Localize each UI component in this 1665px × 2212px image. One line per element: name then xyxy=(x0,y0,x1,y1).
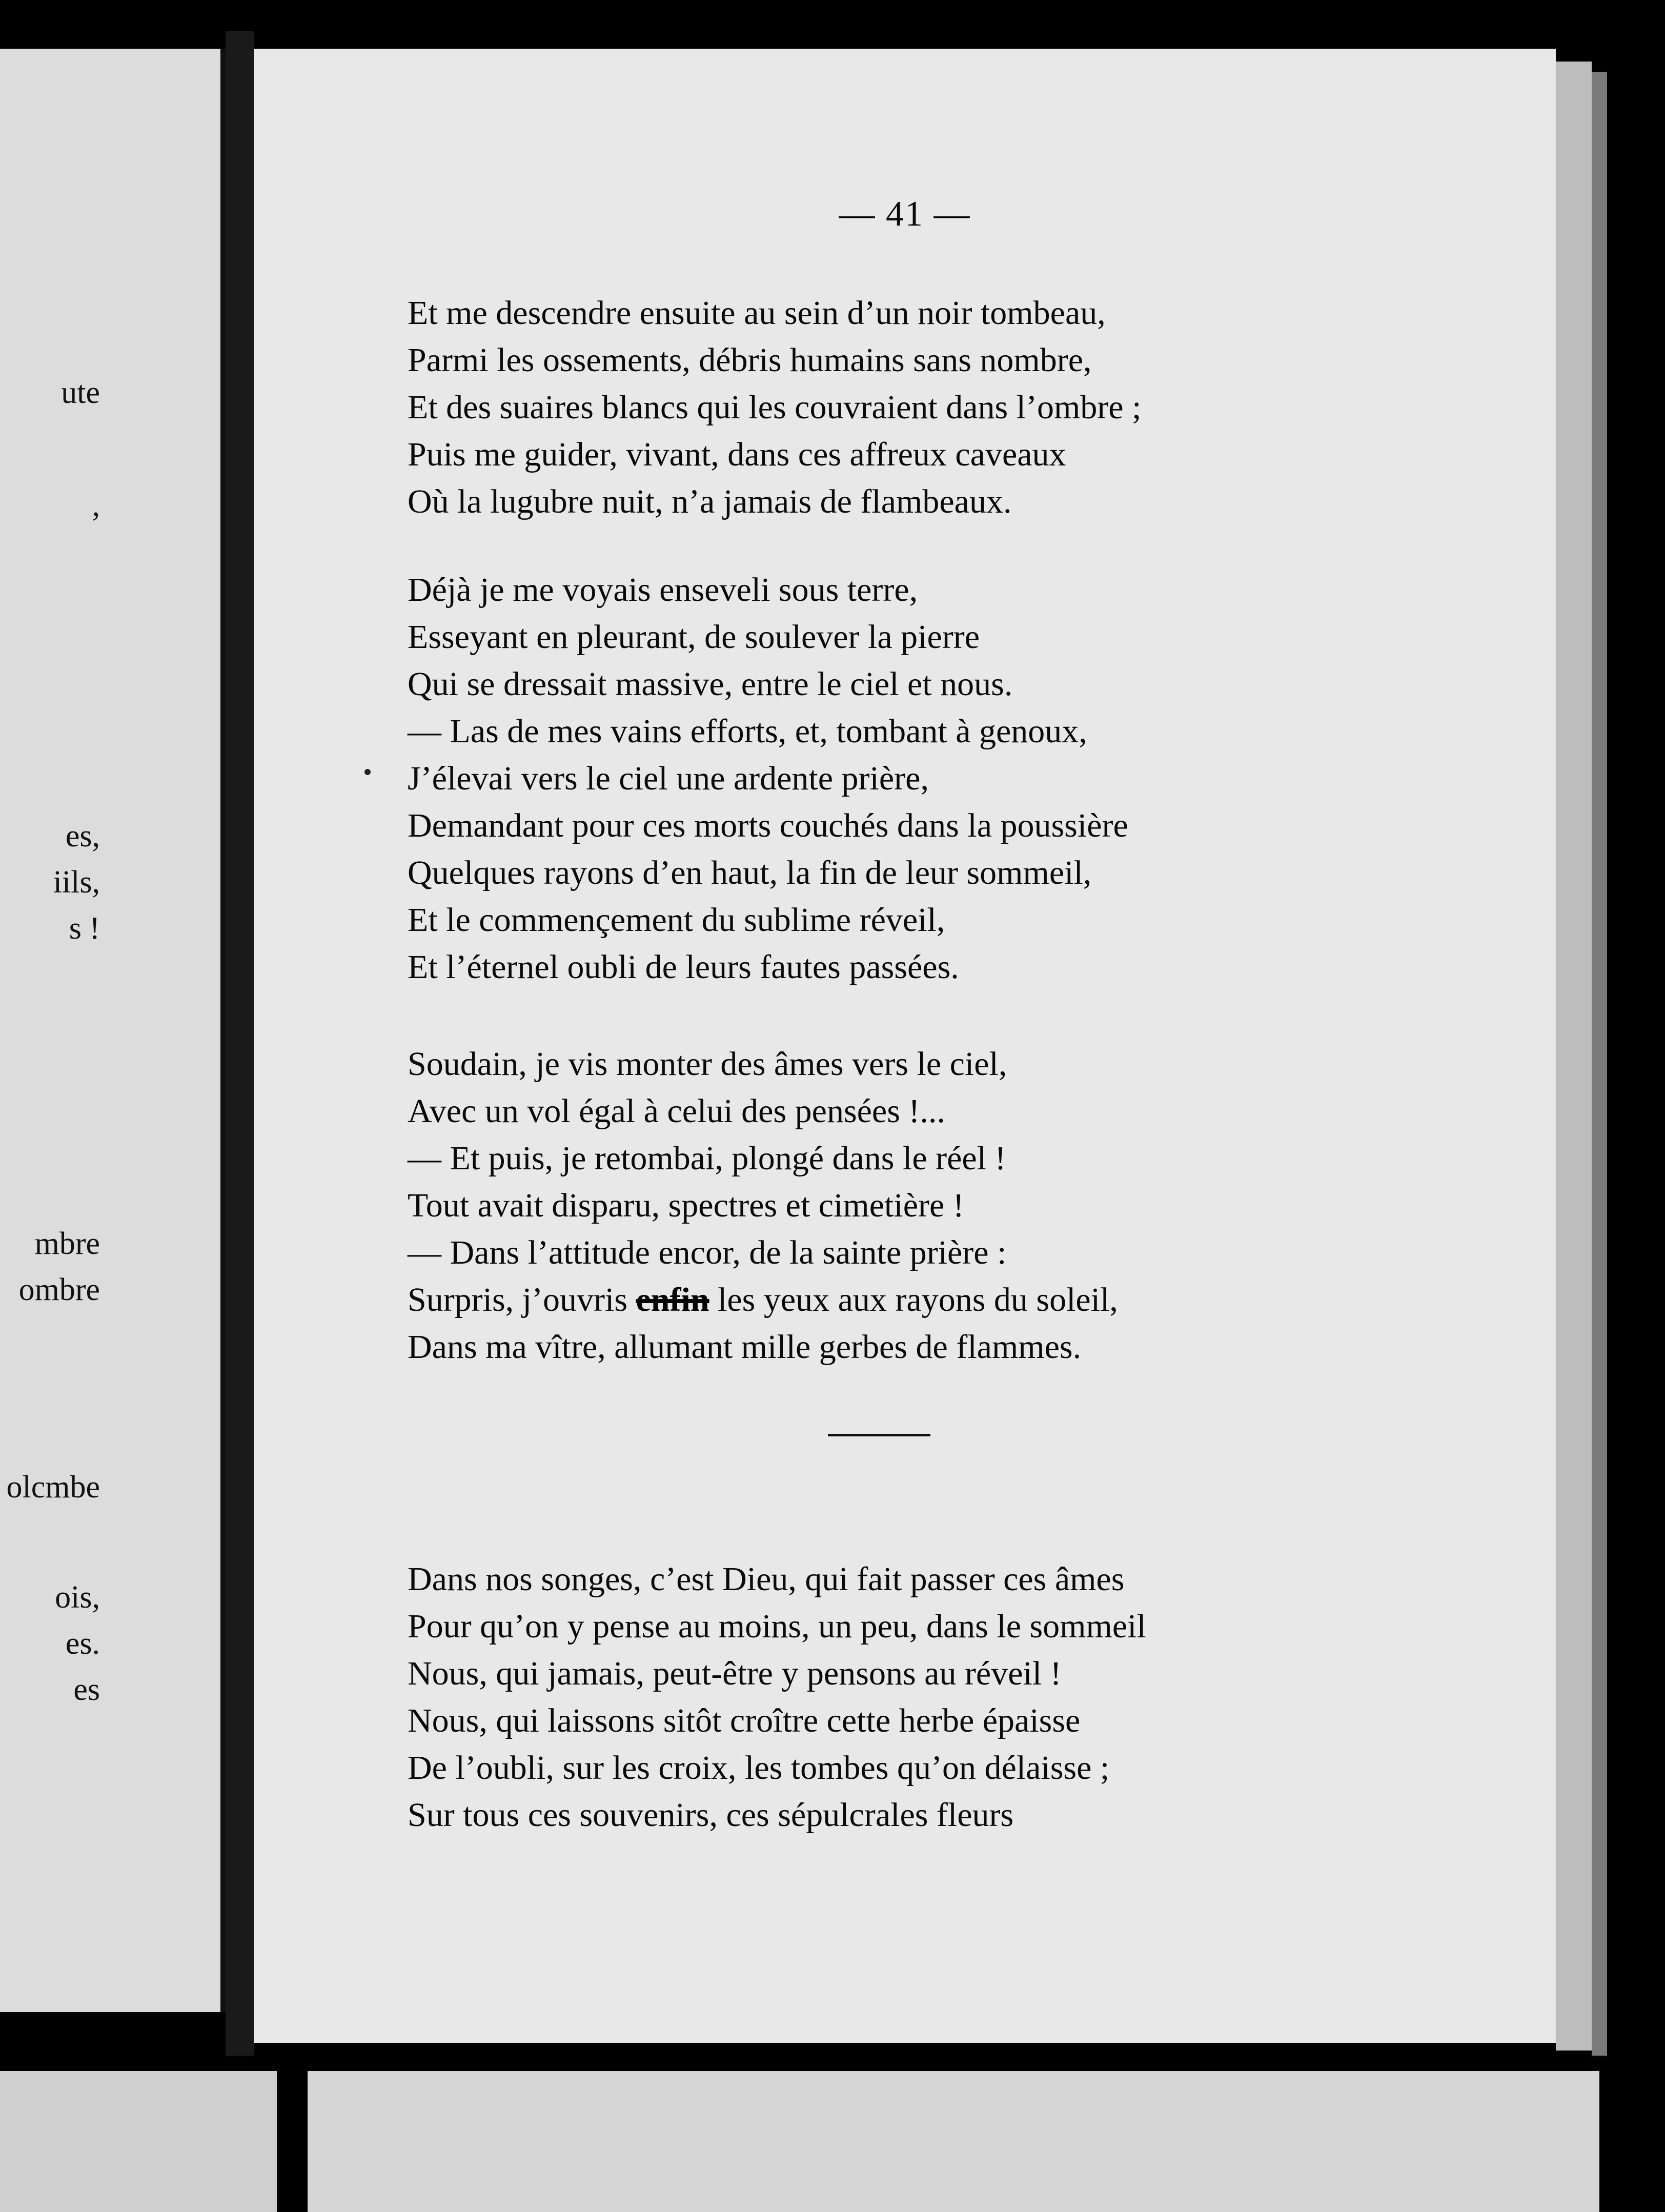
left-page-text: ois, xyxy=(55,1580,100,1615)
book-gutter xyxy=(226,31,254,2056)
next-page-strip xyxy=(308,2071,1599,2212)
left-page-text: s ! xyxy=(69,911,100,946)
verse-line-with-strikeout xyxy=(408,1276,1118,1324)
verse-text: Surpris, j’ouvris xyxy=(408,1281,636,1318)
verse-line: Et le commençement du sublime réveil, xyxy=(408,901,945,939)
verse-line: — Las de mes vains efforts, et, tombant à genoux, xyxy=(408,713,1087,750)
page-edge xyxy=(220,49,226,2012)
book-page xyxy=(254,49,1556,2043)
verse-line: Où la lugubre nuit, n’a jamais de flambeaux. xyxy=(408,483,1012,520)
verse-line: Et l’éternel oubli de leurs fautes passées. xyxy=(408,948,959,986)
left-page-text: ombre xyxy=(18,1272,100,1307)
verse-line: Qui se dressait massive, entre le ciel et nous. xyxy=(408,665,1013,703)
left-page-text: olcmbe xyxy=(6,1470,100,1505)
left-page-text: es, xyxy=(65,819,100,854)
verse-line: — Et puis, je retombai, plongé dans le réel ! xyxy=(408,1140,1006,1177)
verse-line: Tout avait disparu, spectres et cimetière ! xyxy=(408,1187,964,1224)
stanza-4 xyxy=(408,1556,1146,1839)
left-page-text: ute xyxy=(61,375,100,410)
verse-line: Soudain, je vis monter des âmes vers le ciel, xyxy=(408,1045,1007,1083)
verse-line: J’élevai vers le ciel une ardente prière, xyxy=(408,760,929,797)
stanza-1 xyxy=(408,290,1141,525)
left-page-text: es xyxy=(73,1672,100,1707)
verse-line: — Dans l’attitude encor, de la sainte prière : xyxy=(408,1234,1007,1271)
verse-line: Puis me guider, vivant, dans ces affreux caveaux xyxy=(408,436,1066,473)
struck-word: enfin xyxy=(636,1281,709,1318)
section-divider xyxy=(828,1434,930,1436)
left-page-text: es. xyxy=(65,1626,100,1661)
verse-line: Pour qu’on y pense au moins, un peu, dans le sommeil xyxy=(408,1608,1146,1645)
verse-line: Parmi les ossements, débris humains sans nombre, xyxy=(408,341,1092,379)
verse-line: Dans nos songes, c’est Dieu, qui fait passer ces âmes xyxy=(408,1560,1125,1598)
verse-text: les yeux aux rayons du soleil, xyxy=(709,1281,1118,1318)
verse-line: Déjà je me voyais enseveli sous terre, xyxy=(408,571,918,608)
left-page-fragment xyxy=(0,49,226,2012)
verse-line: Sur tous ces souvenirs, ces sépulcrales fleurs xyxy=(408,1796,1014,1834)
verse-line: Dans ma vître, allumant mille gerbes de flammes. xyxy=(408,1328,1082,1366)
verse-line: Et des suaires blancs qui les couvraient dans l’ombre ; xyxy=(408,389,1142,426)
page-number: — 41 — xyxy=(839,194,971,234)
next-page-strip xyxy=(0,2071,277,2212)
verse-line: Quelques rayons d’en haut, la fin de leur sommeil, xyxy=(408,854,1092,891)
verse-line: Nous, qui laissons sitôt croître cette herbe épaisse xyxy=(408,1702,1081,1739)
verse-line: De l’oubli, sur les croix, les tombes qu’on délaisse ; xyxy=(408,1749,1110,1787)
verse-line: Nous, qui jamais, peut-être y pensons au réveil ! xyxy=(408,1655,1062,1692)
page-edge xyxy=(1556,62,1592,2051)
left-page-text: , xyxy=(92,488,100,523)
ink-dot xyxy=(364,769,371,775)
left-page-text: mbre xyxy=(34,1226,100,1261)
verse-line: Et me descendre ensuite au sein d’un noir tombeau, xyxy=(408,294,1106,332)
verse-line: Avec un vol égal à celui des pensées !... xyxy=(408,1092,945,1130)
verse-line: Demandant pour ces morts couchés dans la poussière xyxy=(408,807,1128,844)
verse-line: Esseyant en pleurant, de soulever la pierre xyxy=(408,618,980,656)
left-page-text: iils, xyxy=(53,865,100,900)
page-edge xyxy=(1592,72,1607,2056)
stanza-3 xyxy=(408,1041,1118,1371)
stanza-2 xyxy=(408,566,1128,991)
